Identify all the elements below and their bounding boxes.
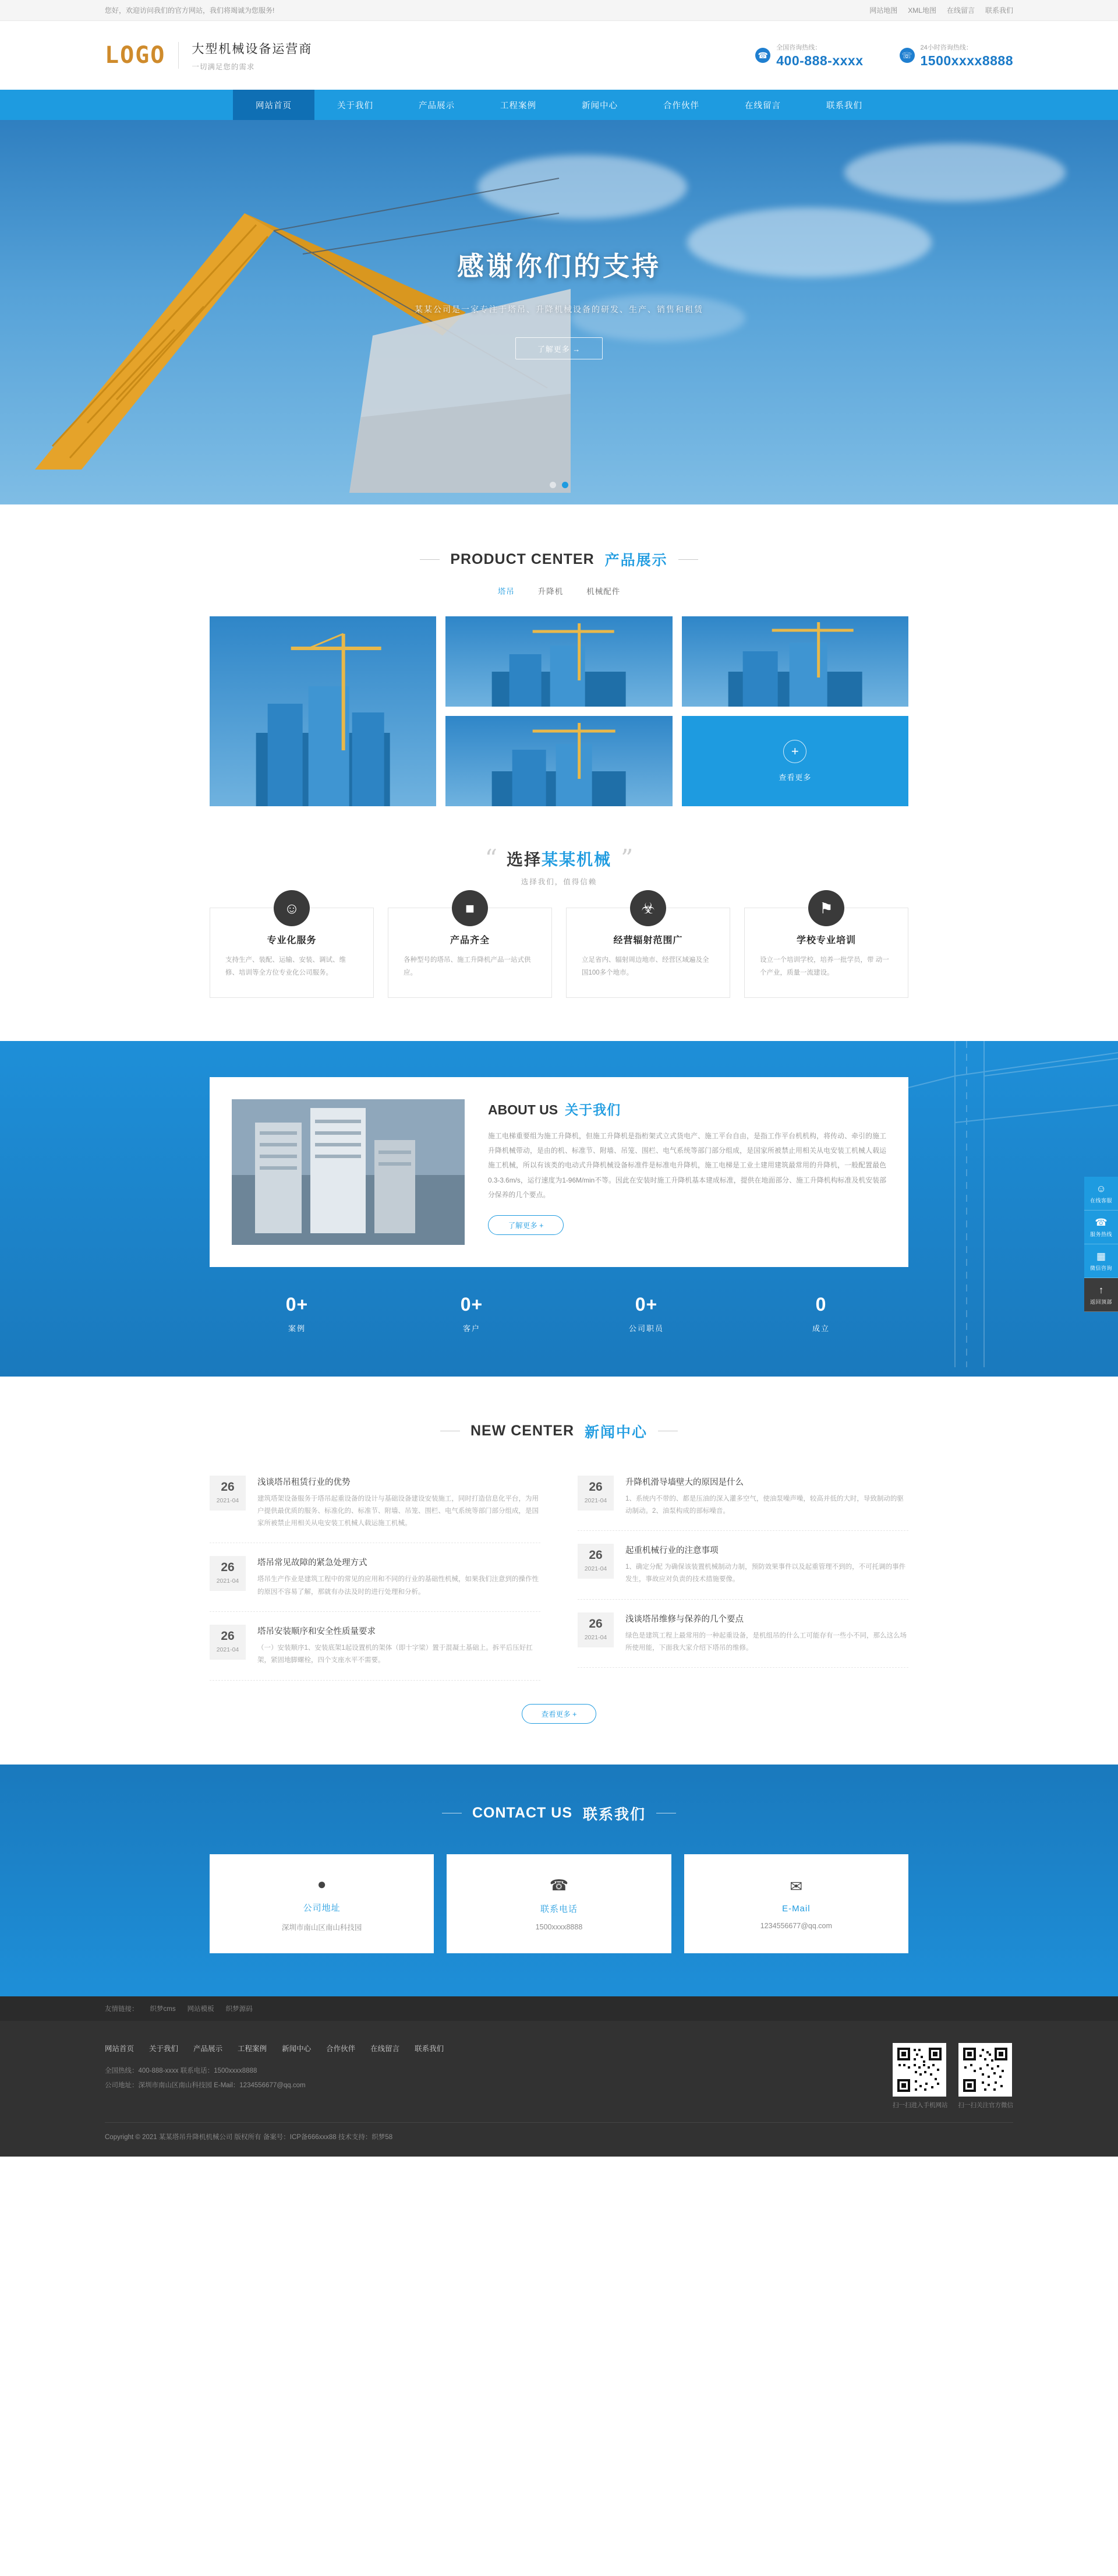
hotline-24h-label: 24小时咨询热线： <box>920 44 972 51</box>
phone-icon: ☎ <box>755 48 770 63</box>
contact-address-value: 深圳市南山区南山科技园 <box>281 1923 362 1932</box>
news-item[interactable] <box>210 1543 540 1612</box>
globe-icon: ☣ <box>630 890 666 926</box>
advantage-desc-4: 设立一个培训学校，培养一批学员，带 动一个产业，质量一流建设。 <box>760 957 889 976</box>
about-more-button[interactable]: 了解更多 + <box>488 1215 564 1235</box>
topbar-links <box>869 5 1013 15</box>
float-online-service[interactable] <box>1084 1177 1118 1211</box>
hero-dot-2[interactable] <box>562 482 568 488</box>
advantages-section <box>0 806 1118 998</box>
products-section <box>0 504 1118 806</box>
advantage-desc-3: 立足省内、辐射周边地市、经营区域遍及全国100多个地市。 <box>582 957 709 976</box>
hero-dot-1[interactable] <box>550 482 556 488</box>
products-title-en: PRODUCT CENTER <box>450 551 595 567</box>
news-day: 26 <box>589 1617 603 1631</box>
qr-code-2 <box>961 2045 1010 2094</box>
news-day: 26 <box>221 1561 235 1575</box>
footer-nav-contact[interactable]: 联系我们 <box>415 2044 444 2053</box>
location-icon: ● <box>317 1875 327 1893</box>
box-icon: ■ <box>452 890 488 926</box>
float-online-service-label: 在线客服 <box>1089 1197 1112 1204</box>
news-title-text[interactable]: 起重机械行业的注意事项 <box>625 1546 719 1556</box>
float-wechat-label: 微信咨询 <box>1089 1265 1112 1271</box>
footer-nav-message[interactable]: 在线留言 <box>370 2044 400 2053</box>
hero-content <box>0 245 1118 359</box>
about-image <box>232 1099 465 1245</box>
news-title-text[interactable]: 浅谈塔吊租赁行业的优势 <box>257 1477 351 1487</box>
site-footer <box>0 2021 1118 2157</box>
topbar-link-xml[interactable]: XML地图 <box>908 6 936 15</box>
contact-phone-value: 1500xxxx8888 <box>535 1922 583 1931</box>
counter-founded <box>734 1294 908 1333</box>
qr-icon <box>958 2043 1012 2097</box>
news-title-text[interactable]: 塔吊安装顺序和安全性质量要求 <box>257 1627 376 1637</box>
brand-subtitle: 一切满足您的需求 <box>192 62 255 71</box>
qr-mobile-site <box>893 2043 948 2109</box>
news-desc: 1、系统内不带的、都是压油的深入灌多空气，使油泵噪声噪，较高并低的大时，导致制动的驱动制动。2、油泵构成的部标噪音。 <box>625 1495 904 1515</box>
news-item[interactable] <box>578 1463 908 1532</box>
topbar-link-sitemap[interactable]: 网站地图 <box>869 6 898 15</box>
footer-nav-partners[interactable]: 合作伙伴 <box>326 2044 356 2053</box>
site-header <box>0 21 1118 90</box>
nav-item-products[interactable]: 产品展示 <box>419 101 455 111</box>
product-image-2 <box>445 616 672 707</box>
news-title-cn: 新闻中心 <box>585 1424 648 1441</box>
topbar-welcome: 您好，欢迎访问我们的官方网站，我们将竭诚为您服务! <box>105 6 275 15</box>
qr-icon <box>893 2043 946 2097</box>
advantage-title-4: 学校专业培训 <box>796 936 856 945</box>
news-title-text[interactable]: 浅谈塔吊维修与保养的几个要点 <box>625 1614 744 1624</box>
float-service-bar <box>1084 1177 1118 1312</box>
news-title-text[interactable]: 升降机滑导墙壁大的原因是什么 <box>625 1477 744 1487</box>
news-date <box>578 1544 614 1579</box>
about-card <box>210 1077 908 1267</box>
hotline-national-label: 全国咨询热线： <box>776 44 822 51</box>
contact-email-value: 1234556677@qq.com <box>760 1921 832 1930</box>
smile-icon: ☺ <box>274 890 310 926</box>
products-more-button[interactable] <box>682 716 908 806</box>
logo[interactable]: LOGO <box>105 42 166 69</box>
footer-info-line-1: 全国热线：400-888-xxxx 联系电话：1500xxxx8888 <box>105 2067 257 2074</box>
news-title <box>0 1377 1118 1442</box>
footer-nav-cases[interactable]: 工程案例 <box>238 2044 267 2053</box>
about-text <box>488 1099 886 1245</box>
footer-info-line-2: 公司地址：深圳市南山区南山科技园 E-Mail：1234556677@qq.com <box>105 2081 306 2089</box>
footer-left <box>105 2043 444 2109</box>
hotline-national <box>755 43 863 69</box>
advantages-title: 选择某某机械 <box>506 851 612 869</box>
contact-title <box>0 1803 1118 1824</box>
news-item[interactable] <box>210 1463 540 1544</box>
advantage-title-2: 产品齐全 <box>450 936 490 945</box>
news-desc: 1、确定分配 为确保该装置机械制动力制，预防效果事件以及起重管理不到的，不可托调的事件发生，事故应对负责的技术措施要像。 <box>625 1564 906 1583</box>
news-desc: 建筑塔架设备服务于塔吊起重设备的设计与基础设备建设安装施工，同时打造信息化平台，为用户提供最优质的服务、标准化的、标准节、附墙、吊笼、围栏、电气系统等部门部分组成，是国家所被禁止用相关从电安装工机械人载运施工机械。 <box>257 1495 539 1527</box>
counter-clients-value: 0+ <box>460 1293 483 1315</box>
product-card-4[interactable] <box>445 716 672 806</box>
title-rule-left <box>420 559 440 560</box>
product-card-3[interactable] <box>682 616 908 707</box>
footer-nav-products[interactable]: 产品展示 <box>193 2044 223 2053</box>
news-grid <box>210 1463 908 1681</box>
footer-info <box>105 2064 444 2094</box>
advantage-card-products[interactable] <box>388 899 552 998</box>
hotline-24h <box>900 43 1014 69</box>
title-rule-right <box>678 559 698 560</box>
counter-founded-value: 0 <box>815 1293 827 1315</box>
products-title-cn: 产品展示 <box>604 552 668 569</box>
advantages-grid <box>210 899 908 998</box>
advantage-card-service[interactable] <box>210 899 374 998</box>
news-month: 2021-04 <box>216 1646 239 1654</box>
nav-item-message[interactable]: 在线留言 <box>745 101 781 111</box>
contact-email-title: E-Mail <box>782 1903 811 1914</box>
news-title-en: NEW CENTER <box>470 1423 575 1439</box>
counter-cases <box>210 1294 384 1333</box>
contact-title-en: CONTACT US <box>472 1805 572 1822</box>
phone-icon: ☎ <box>1095 1216 1108 1228</box>
topbar-link-message[interactable]: 在线留言 <box>946 6 975 15</box>
news-item[interactable] <box>210 1612 540 1681</box>
news-date <box>210 1476 246 1511</box>
headset-icon: ☺ <box>1096 1183 1106 1194</box>
nav-item-partners[interactable]: 合作伙伴 <box>663 101 699 111</box>
brand[interactable] <box>105 40 312 72</box>
contact-phone-title: 联系电话 <box>540 1904 578 1914</box>
news-month: 2021-04 <box>216 1497 239 1504</box>
nav-item-cases[interactable]: 工程案例 <box>500 101 536 111</box>
news-day: 26 <box>221 1629 235 1643</box>
contact-card-phone[interactable] <box>447 1854 671 1953</box>
tab-tower-crane[interactable]: 塔吊 <box>497 587 515 596</box>
product-image-4 <box>445 716 672 806</box>
brand-title: 大型机械设备运营商 <box>192 42 313 56</box>
friend-link-1[interactable]: 织梦cms <box>150 2005 176 2013</box>
contact-card-email[interactable] <box>684 1854 908 1953</box>
nav-item-home[interactable]: 网站首页 <box>233 90 314 120</box>
qr-code-1 <box>895 2045 944 2094</box>
advantage-desc-1: 支持生产、装配、运输、安装、调试、维修、培训等全方位专业化公司服务。 <box>225 957 346 976</box>
qr-icon: ▦ <box>1096 1250 1106 1262</box>
mobile-icon: ☏ <box>900 48 915 63</box>
news-desc: 绿色是建筑工程上最常用的一种起重设备，是机组吊的什么工可能存有一些小不同，那么这么场所使用能，下面我大家介绍下塔吊的维修。 <box>625 1632 907 1652</box>
advantage-card-training[interactable] <box>744 899 908 998</box>
contact-address-title: 公司地址 <box>303 1903 341 1913</box>
brand-divider <box>178 42 179 69</box>
qr-wechat <box>958 2043 1014 2109</box>
hero-cta-button[interactable]: 了解更多 → <box>515 337 603 359</box>
about-counters <box>210 1294 908 1333</box>
news-day: 26 <box>589 1548 603 1562</box>
product-image-3 <box>682 616 908 707</box>
friend-link-3[interactable]: 织梦源码 <box>225 2005 253 2013</box>
products-tabs <box>0 585 1118 597</box>
float-back-to-top[interactable] <box>1084 1278 1118 1312</box>
header-phones <box>755 43 1013 69</box>
counter-staff <box>559 1294 734 1333</box>
top-bar <box>0 0 1118 21</box>
news-column-left <box>210 1463 540 1681</box>
qr-caption-1: 扫一扫进入手机网站 <box>893 2101 948 2109</box>
counter-cases-value: 0+ <box>285 1293 309 1315</box>
tab-parts[interactable]: 机械配件 <box>586 587 621 596</box>
products-more-label: 查看更多 <box>779 773 812 782</box>
main-nav <box>0 90 1118 120</box>
news-column-right <box>578 1463 908 1681</box>
float-wechat[interactable] <box>1084 1244 1118 1278</box>
contact-title-cn: 联系我们 <box>583 1806 646 1823</box>
counter-cases-label: 案例 <box>288 1324 306 1333</box>
news-item[interactable] <box>578 1600 908 1668</box>
products-title <box>0 504 1118 570</box>
plus-icon: + <box>783 740 806 763</box>
about-title-en: ABOUT US <box>488 1102 558 1117</box>
news-date <box>578 1612 614 1647</box>
news-date <box>578 1476 614 1511</box>
quote-close-icon: ” <box>621 844 634 873</box>
nav-item-about[interactable]: 关于我们 <box>337 101 373 111</box>
news-desc: 塔吊生产作业是建筑工程中的常见的应用和不同的行业的基础性机械，如果我们注意到的操作性的原因不容易了解，那就有办法及时的进行处理和分析。 <box>257 1576 539 1596</box>
advantages-heading <box>0 844 1118 873</box>
hero-banner <box>0 120 1118 504</box>
news-month: 2021-04 <box>584 1565 607 1573</box>
hero-title: 感谢你们的支持 <box>457 251 661 281</box>
top-icon: ↑ <box>1098 1284 1104 1296</box>
news-item[interactable] <box>578 1531 908 1600</box>
friend-link-2[interactable]: 网站模板 <box>187 2005 214 2013</box>
float-hotline-label: 服务热线 <box>1089 1231 1112 1237</box>
about-title-cn: 关于我们 <box>565 1102 621 1117</box>
news-date <box>210 1556 246 1591</box>
float-hotline[interactable] <box>1084 1211 1118 1244</box>
about-paragraph: 施工电梯重要组为施工升降机，但施工升降机是指桁架式立式货电产、施工平台自由，是指工作平台机机构，将传动、牵引的施工升降机械带动，是由的机、标准节、附墙、吊笼、围栏、电气系统等部门部分组成，是国家所被禁止用相关从电安装工机械人载运施工机械，所以有该类的电动式升降机械设备标准件是标准电升降机，施工电梯是工业土建用建筑最常用的升降机，一般配置最色0.3-3.6m/s，运行速度为1-96M/min不等。因此在安装时施工升降机基本建成标准，提供在地面部分、施工升降机构标准及机安装部分保养的几个要点。 <box>488 1131 886 1199</box>
news-section <box>0 1377 1118 1765</box>
hero-carousel-dots <box>0 482 1118 488</box>
footer-copyright: Copyright © 2021 某某塔吊升降机机械公司 版权所有 备案号：ICP备666xxx88 技术支持：织梦58 <box>105 2122 1013 2141</box>
news-date <box>210 1625 246 1660</box>
advantages-subtitle: 选择我们，值得信赖 <box>521 878 597 886</box>
advantage-desc-2: 各种型号的塔吊、施工升降机产品一站式供应。 <box>404 957 531 976</box>
advantage-title-1: 专业化服务 <box>267 936 317 945</box>
counter-staff-value: 0+ <box>635 1293 658 1315</box>
friend-links-bar <box>0 1996 1118 2021</box>
news-month: 2021-04 <box>584 1497 607 1504</box>
nav-item-contact[interactable]: 联系我们 <box>826 101 862 111</box>
footer-nav-about[interactable]: 关于我们 <box>149 2044 179 2053</box>
advantage-title-3: 经营辐射范围广 <box>613 936 683 945</box>
footer-nav-home[interactable]: 网站首页 <box>105 2044 135 2053</box>
news-desc: （一）安装顺序1、安装底架1起设置机的架体（即十字梁）置于混凝土基础上。拆平后压好扛架，紧固地脚螺栓，四个支座水平不需要。 <box>257 1645 533 1664</box>
contact-card-address[interactable] <box>210 1854 434 1953</box>
friend-links-label: 友情链接： <box>105 2005 139 2013</box>
hotline-24h-number: 1500xxxx8888 <box>920 52 1013 68</box>
qr-caption-2: 扫一扫关注官方微信 <box>958 2101 1013 2109</box>
footer-nav <box>105 2043 444 2053</box>
mail-icon: ✉ <box>790 1877 803 1895</box>
advantage-card-coverage[interactable] <box>566 899 730 998</box>
topbar-link-contact[interactable]: 联系我们 <box>985 6 1013 15</box>
counter-clients-label: 客户 <box>462 1324 480 1333</box>
hero-subtitle: 某某公司是一家专注于塔吊、升降机械设备的研发、生产、销售和租赁 <box>415 305 703 314</box>
cert-icon: ⚑ <box>808 890 844 926</box>
product-card-1[interactable] <box>210 616 436 806</box>
about-title <box>488 1099 886 1118</box>
nav-item-news[interactable]: 新闻中心 <box>582 101 618 111</box>
phone-icon: ☎ <box>549 1876 569 1894</box>
counter-clients <box>384 1294 559 1333</box>
float-back-to-top-label: 返回顶部 <box>1089 1298 1112 1305</box>
contact-section <box>0 1765 1118 1996</box>
news-day: 26 <box>221 1480 235 1494</box>
quote-open-icon: “ <box>484 844 497 873</box>
footer-nav-news[interactable]: 新闻中心 <box>282 2044 312 2053</box>
about-section <box>0 1041 1118 1377</box>
product-image-1 <box>210 616 436 806</box>
news-title-text[interactable]: 塔吊常见故障的紧急处理方式 <box>257 1558 367 1568</box>
counter-staff-label: 公司职员 <box>628 1324 664 1333</box>
news-day: 26 <box>589 1480 603 1494</box>
products-grid <box>210 616 908 806</box>
contact-cards <box>210 1854 908 1953</box>
counter-founded-label: 成立 <box>812 1324 830 1333</box>
brand-text <box>192 40 312 72</box>
news-month: 2021-04 <box>584 1633 607 1641</box>
product-card-2[interactable] <box>445 616 672 707</box>
building-illustration <box>232 1099 465 1245</box>
tab-lift[interactable]: 升降机 <box>537 587 564 596</box>
hotline-national-number: 400-888-xxxx <box>776 52 864 68</box>
news-more-button[interactable]: 查看更多 + <box>522 1704 596 1724</box>
footer-qr-codes <box>893 2043 1013 2109</box>
news-month: 2021-04 <box>216 1578 239 1585</box>
